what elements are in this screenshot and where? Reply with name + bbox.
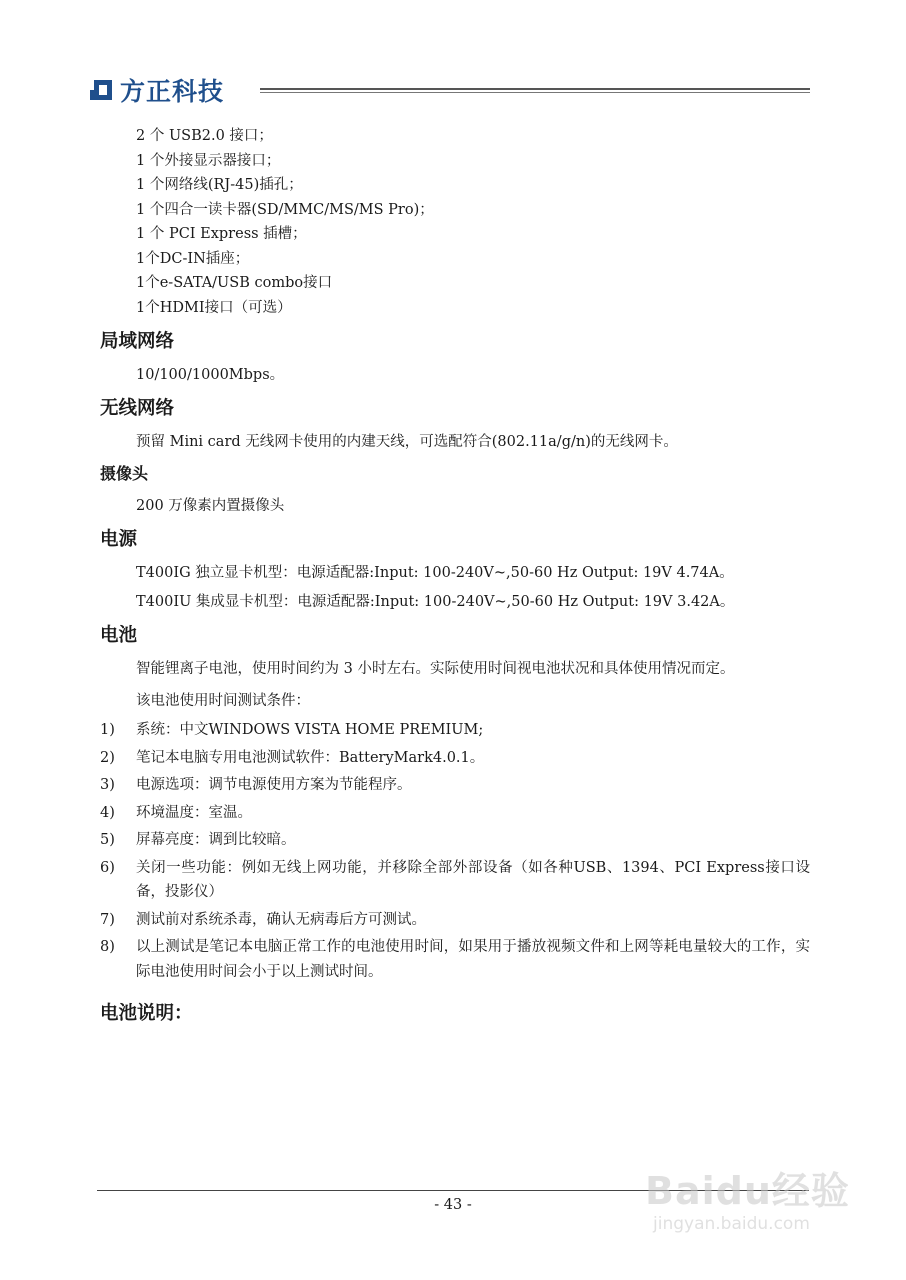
list-item <box>100 773 810 798</box>
list-item-number: 3) <box>100 777 115 793</box>
company-logo <box>90 72 224 108</box>
list-item-text: 系统：中文WINDOWS VISTA HOME PREMIUM; <box>136 722 484 738</box>
header-rule-thin <box>260 92 810 93</box>
lan-text: 10/100/1000Mbps。 <box>136 367 285 383</box>
battery-conditions-list <box>100 718 810 984</box>
list-item-text: 环境温度：室温。 <box>136 804 252 821</box>
port-item: 1个e-SATA/USB combo接口 <box>136 275 333 291</box>
baidu-watermark <box>645 1158 855 1248</box>
list-item-text: 电源选项：调节电源使用方案为节能程序。 <box>136 777 412 793</box>
power-spec-t400ig: T400IG 独立显卡机型：电源适配器:Input: 100-240V~,50-60 Hz Output: 19V 4.74A。 <box>136 565 734 581</box>
port-item: 2 个 USB2.0 接口； <box>136 128 273 144</box>
list-item-number: 5) <box>100 832 115 848</box>
logo-text: 方正科技 <box>120 77 225 106</box>
wlan-heading: 无线网络 <box>100 398 175 419</box>
list-item-text: 关闭一些功能：例如无线上网功能，并移除全部外部设备（如各种USB、1394、PCI Express接口设备，投影仪） <box>136 859 810 900</box>
list-item-number: 4) <box>100 804 115 821</box>
camera-text: 200 万像素内置摄像头 <box>136 498 285 514</box>
port-item: 1 个四合一读卡器(SD/MMC/MS/MS Pro)； <box>136 201 434 218</box>
list-item <box>100 828 810 853</box>
watermark-text: Baidu经验 <box>645 1169 850 1213</box>
lan-heading: 局域网络 <box>100 331 175 352</box>
page-header <box>90 68 810 108</box>
list-item-text: 以上测试是笔记本电脑正常工作的电池使用时间，如果用于播放视频文件和上网等耗电量较大的工作，实际电池使用时间会小于以上测试时间。 <box>136 939 810 980</box>
logo-mark-icon <box>90 77 116 103</box>
list-item <box>100 935 810 984</box>
list-item <box>100 856 810 905</box>
list-item-text: 笔记本电脑专用电池测试软件：BatteryMark4.0.1。 <box>136 749 485 766</box>
watermark-url: jingyan.baidu.com <box>653 1214 810 1234</box>
camera-heading: 摄像头 <box>100 464 149 483</box>
battery-conditions-intro: 该电池使用时间测试条件： <box>136 693 310 709</box>
list-item-number: 1) <box>100 722 115 738</box>
battery-notes-heading: 电池说明： <box>100 1003 193 1024</box>
port-item: 1个DC-IN插座； <box>136 250 250 267</box>
page-content <box>100 124 810 1035</box>
list-item-number: 7) <box>100 911 115 928</box>
list-item-number: 2) <box>100 749 115 766</box>
power-heading: 电源 <box>100 529 138 550</box>
ports-list <box>100 124 810 320</box>
list-item-text: 屏幕亮度：调到比较暗。 <box>136 832 296 848</box>
list-item <box>100 801 810 826</box>
list-item <box>100 746 810 771</box>
battery-heading: 电池 <box>100 625 138 646</box>
port-item: 1个HDMI接口（可选） <box>136 299 292 316</box>
list-item-text: 测试前对系统杀毒，确认无病毒后方可测试。 <box>136 911 426 928</box>
port-item: 1 个网络线(RJ-45)插孔； <box>136 177 303 193</box>
wlan-text: 预留 Mini card 无线网卡使用的内建天线，可选配符合(802.11a/g/n)的无线网卡。 <box>136 434 678 450</box>
page-number: - 43 - <box>434 1197 472 1213</box>
list-item <box>100 718 810 743</box>
list-item-number: 8) <box>100 939 115 955</box>
header-rule <box>260 88 810 90</box>
list-item-number: 6) <box>100 859 115 876</box>
port-item: 1 个 PCI Express 插槽； <box>136 226 307 242</box>
battery-description: 智能锂离子电池，使用时间约为 3 小时左右。实际使用时间视电池状况和具体使用情况而定。 <box>136 661 735 677</box>
power-spec-t400iu: T400IU 集成显卡机型：电源适配器:Input: 100-240V~,50-60 Hz Output: 19V 3.42A。 <box>136 594 735 610</box>
port-item: 1 个外接显示器接口； <box>136 152 281 169</box>
list-item <box>100 908 810 933</box>
